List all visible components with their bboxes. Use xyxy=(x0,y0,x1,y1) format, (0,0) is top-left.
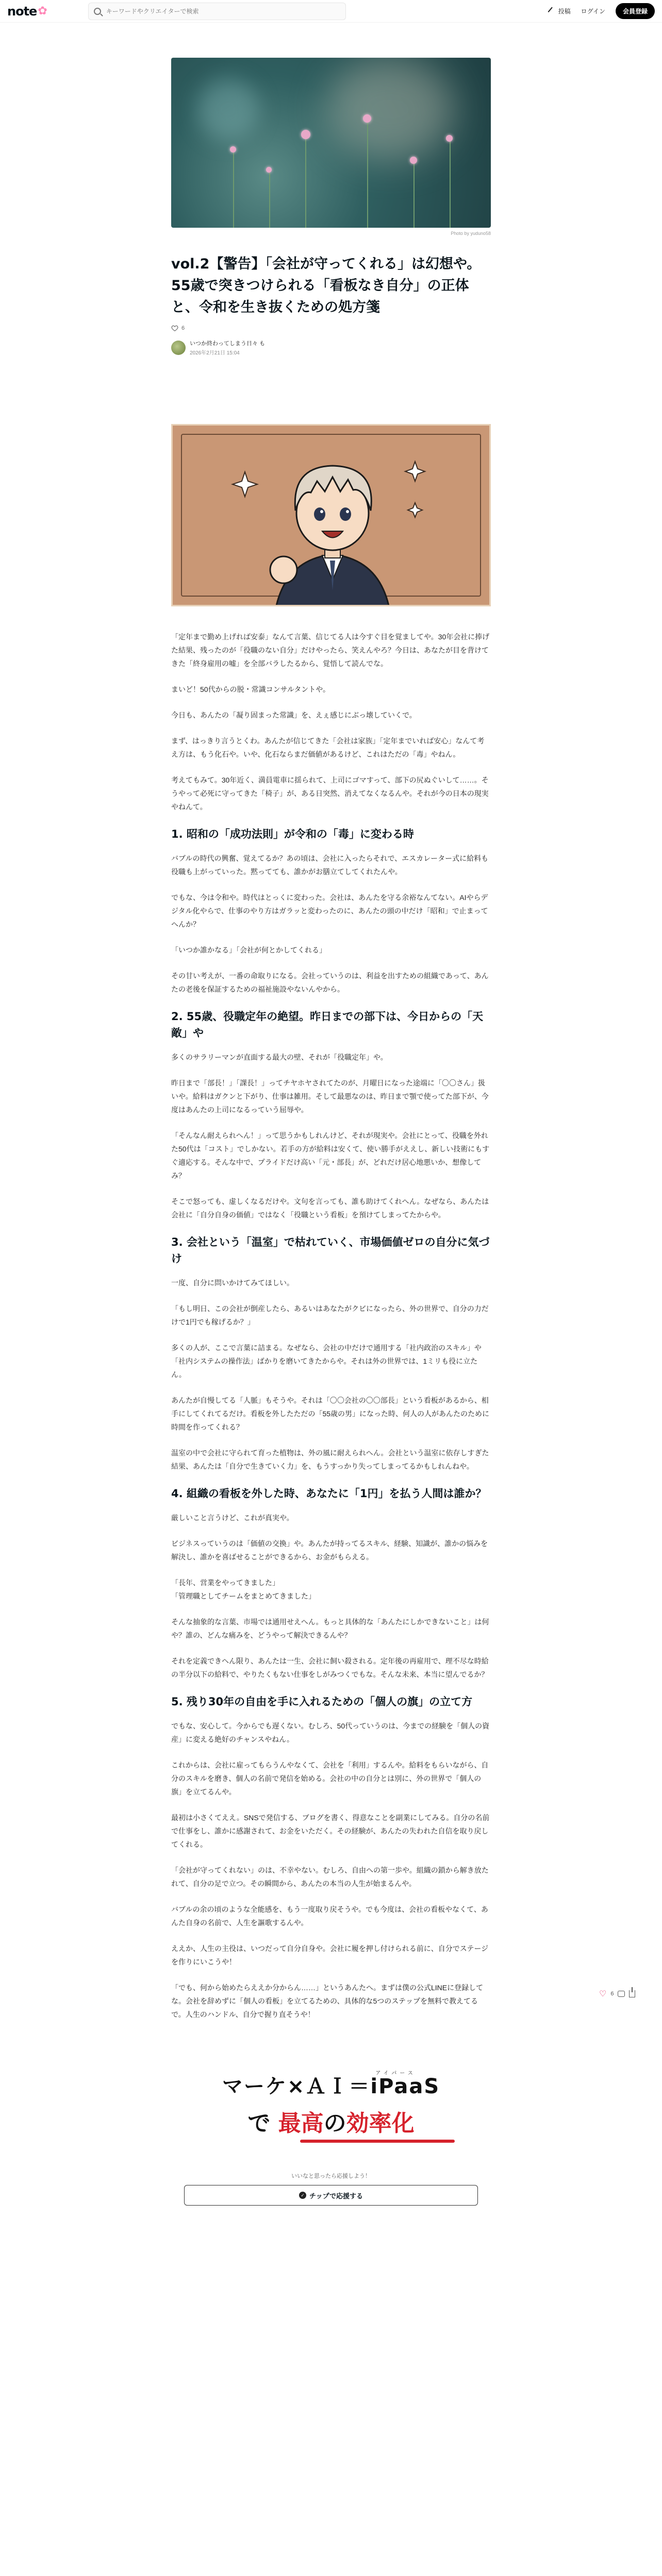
article-body xyxy=(171,630,491,2021)
signup-button[interactable]: 会員登録 xyxy=(616,3,655,19)
tip-icon: ✓ xyxy=(299,2192,306,2199)
banner-line-2 xyxy=(247,2105,414,2138)
logo-text: note xyxy=(7,4,37,19)
paragraph: 昨日まで「部長！」「課長！」ってチヤホヤされてたのが、月曜日になった途端に「〇〇さん」扱いや。給料はガクンと下がり、仕事は雑用。そして最悪なのは、昨日まで顎で使ってた部下が、今度はあんたの上司になるっていう屈辱や。 xyxy=(171,1079,489,1114)
paragraph: でもな、今は令和や。時代はとっくに変わった。会社は、あんたを守る余裕なんてない。AIやらデジタル化やらで、仕事のやり方はガラッと変わったのに、あんたの頭の中だけ「昭和」で止まってへんか？ xyxy=(171,893,488,928)
article-title: vol.2【警告】「会社が守ってくれる」は幻想や。55歳で突きつけられる「看板なき自分」の正体と、令和を生き抜くための処方箋 xyxy=(171,256,481,315)
side-like-count: 6 xyxy=(610,1991,614,1997)
paragraph: 「いつか誰かなる」「会社が何とかしてくれる」 xyxy=(171,946,326,954)
banner-highlight: 効率化 xyxy=(346,2110,415,2137)
section-heading-2: 2. 55歳、役職定年の絶望。昨日までの部下は、今日からの「天敵」や xyxy=(171,1010,484,1039)
paragraph: 「でも、何から始めたらええか分からん……」というあんたへ。まずは僕の公式LINEに登録してな。会社を辞めずに「個人の看板」を立てるための、具体的な5つのステップを無料で教えてるで。人生のハンドル、自分で握り直そうや！ xyxy=(171,1984,484,2019)
section-heading-1: 1. 昭和の「成功法則」が令和の「毒」に変わる時 xyxy=(171,828,414,840)
paragraph: 「もし明日、この会社が倒産したら、あるいはあなたがクビになったら、外の世界で、自分の力だけで1円でも稼げるか？」 xyxy=(171,1304,489,1326)
paragraph: 多くのサラリーマンが直面する最大の壁、それが「役職定年」や。 xyxy=(171,1053,388,1061)
banner-ipaas-text: iPaaS xyxy=(370,2074,440,2098)
paragraph: でもな、安心して。今からでも遅くない。むしろ、50代っていうのは、今までの経験を「個人の資産」に変える絶好のチャンスやねん。 xyxy=(171,1722,490,1743)
manga-illustration xyxy=(171,424,491,606)
paragraph: 「会社が守ってくれない」のは、不幸やない。むしろ、自由への第一歩や。組織の鎖から解き放たれて、自分の足で立つ。その瞬間から、あんたの本当の人生が始まるんや。 xyxy=(171,1866,489,1888)
ad-banner[interactable] xyxy=(171,2047,491,2165)
paragraph: まいど！50代からの脱・常識コンサルタントや。 xyxy=(171,685,330,693)
author-info[interactable] xyxy=(171,339,491,356)
support-section xyxy=(171,2172,491,2206)
banner-underline xyxy=(300,2140,455,2143)
paragraph: それを定義できへん限り、あんたは一生、会社に飼い殺される。定年後の再雇用で、理不尽な時給の半分以下の給料で、やりたくもない仕事をしがみつくでもな。そんな未来、本当に望んでるか？ xyxy=(171,1657,489,1679)
search-icon xyxy=(94,8,101,15)
author-name[interactable]: いつか終わってしまう日々 も xyxy=(190,341,265,347)
banner-ruby: アイパース xyxy=(375,2070,416,2076)
section-heading-3: 3. 会社という「温室」で枯れていく、市場価値ゼロの自分に気づけ xyxy=(171,1236,490,1265)
paragraph: その甘い考えが、一番の命取りになる。会社っていうのは、利益を出すための組織であって、あんたの老後を保証するための福祉施設やないんやから。 xyxy=(171,972,489,993)
paragraph: 今日も、あんたの「凝り固まった常識」を、えぇ感じにぶっ壊していくで。 xyxy=(171,711,417,719)
paragraph: 「管理職としてチームをまとめてきました」 xyxy=(171,1592,316,1600)
cover-credit: Photo by yuduno58 xyxy=(451,231,491,236)
share-icon[interactable] xyxy=(629,1990,635,1997)
like-row[interactable] xyxy=(171,325,491,332)
avatar[interactable] xyxy=(171,341,186,355)
banner-line-1 xyxy=(222,2070,440,2099)
paragraph: そこで怒っても、虚しくなるだけや。文句を言っても、誰も助けてくれへん。なぜなら、あんたは会社に「自分自身の価値」ではなく「役職という看板」を預けてしまってたからや。 xyxy=(171,1197,489,1219)
banner-text: で xyxy=(247,2110,271,2137)
paragraph: 温室の中で会社に守られて育った植物は、外の風に耐えられへん。会社という温室に依存しすぎた結果、あんたは「自分で生きていく力」を、もうすっかり失ってしまってるかもしれんねや。 xyxy=(171,1449,489,1470)
note-logo[interactable] xyxy=(7,4,47,19)
paragraph: あんたが自慢してる「人脈」もそうや。それは「〇〇会社の〇〇部長」という看板があるから、相手にしてくれてるだけ。看板を外したただの「55歳の男」になった時、何人の人があんたのために時間を作ってくれる？ xyxy=(171,1396,490,1431)
paragraph: 最初は小さくてええ。SNSで発信する、ブログを書く、得意なことを副業にしてみる。自分の名前で仕事をし、誰かに感謝されて、お金をいただく。その経験が、あんたの失われた自信を取り戻してくれる。 xyxy=(171,1814,490,1849)
paragraph: 多くの人が、ここで言葉に詰まる。なぜなら、会社の中だけで通用する「社内政治のスキル」や「社内システムの操作法」ばかりを磨いてきたからや。それは外の世界では、1ミリも役に立たん。 xyxy=(171,1344,482,1379)
login-link[interactable]: ログイン xyxy=(581,8,605,15)
comment-icon[interactable] xyxy=(618,1991,625,1997)
post-button[interactable] xyxy=(549,7,571,15)
top-header xyxy=(0,0,662,23)
paragraph: 一度、自分に問いかけてみてほしい。 xyxy=(171,1279,294,1287)
cover-image xyxy=(171,58,491,228)
article xyxy=(171,58,491,2206)
search-bar[interactable] xyxy=(88,3,346,20)
banner-text: の xyxy=(323,2110,346,2137)
banner-text: マーケ×ＡＩ＝ xyxy=(222,2074,371,2098)
banner-ipaas xyxy=(370,2070,440,2098)
heart-icon xyxy=(171,325,178,332)
section-heading-4: 4. 組織の看板を外した時、あなたに「1円」を払う人間は誰か？ xyxy=(171,1487,487,1500)
tip-button[interactable] xyxy=(184,2185,478,2206)
paragraph: 考えてもみて。30年近く、満員電車に揺られて、上司にゴマすって、部下の尻ぬぐいして……。そうやって必死に守ってきた「椅子」が、ある日突然、消えてなくなるんや。それが今の日本の現実やねんて。 xyxy=(171,776,489,811)
paragraph: まず、はっきり言うとくわ。あんたが信じてきた「会社は家族」「定年までいれば安心」なんて考え方は、もう化石や。いや、化石ならまだ価値があるけど、これはただの「毒」やねん。 xyxy=(171,737,485,758)
flower-icon: ✿ xyxy=(38,5,47,18)
banner-highlight: 最高 xyxy=(278,2110,324,2137)
paragraph: これからは、会社に雇ってもらうんやなくて、会社を「利用」するんや。給料をもらいながら、自分のスキルを磨き、個人の名前で発信を始める。会社の中の自分とは別に、外の世界で「個人の旗」を立てるんや。 xyxy=(171,1761,489,1796)
paragraph: バブルの余の頃のような全能感を、もう一度取り戻そうや。でも今度は、会社の看板やなくて、あんた自身の名前で、人生を謳歌するんや。 xyxy=(171,1905,488,1927)
like-count: 6 xyxy=(181,325,185,331)
support-label: いいなと思ったら応援しよう！ xyxy=(291,2173,371,2179)
paragraph: そんな抽象的な言葉、市場では通用せえへん。もっと具体的な「あんたにしかできないこと」は何や？誰の、どんな痛みを、どうやって解決できるんや？ xyxy=(171,1618,489,1639)
tip-button-label: チップで応援する xyxy=(309,2192,363,2200)
paragraph: 「定年まで勤め上げれば安泰」なんて言葉、信じてる人は今すぐ目を覚ましてや。30年会社に捧げた結果、残ったのが「役職のない自分」だけやったら、笑えんやろ？今日は、あなたが目を背けてきた「終身雇用の嘘」を全部バラしたるから、覚悟して読んでな。 xyxy=(171,633,490,668)
search-input[interactable] xyxy=(106,8,340,15)
paragraph: バブルの時代の興奮、覚えてるか？あの頃は、会社に入ったらそれで、エスカレーター式に給料も役職も上がっていった。黙ってても、誰かがお膳立てしてくれたんや。 xyxy=(171,854,489,876)
paragraph: 「長年、営業をやってきました」 xyxy=(171,1579,279,1587)
header-actions xyxy=(549,3,655,19)
pencil-icon xyxy=(548,7,556,15)
post-date: 2026年2月21日 15:04 xyxy=(190,350,240,356)
floating-actions xyxy=(599,1989,635,1999)
post-label: 投稿 xyxy=(558,8,571,15)
like-heart-icon[interactable]: ♡ xyxy=(599,1990,607,1998)
paragraph: 厳しいこと言うけど、これが真実や。 xyxy=(171,1514,294,1522)
paragraph: ええか、人生の主役は、いつだって自分自身や。会社に履を押し付けられる前に、自分でステージを作りにいこうや！ xyxy=(171,1944,489,1966)
paragraph: ビジネスっていうのは「価値の交換」や。あんたが持ってるスキル、経験、知識が、誰かの悩みを解決し、誰かを喜ばせることができるから、お金がもらえる。 xyxy=(171,1539,488,1561)
paragraph: 「そんなん耐えられへん！」って思うかもしれんけど、それが現実や。会社にとって、役職を外れた50代は「コスト」でしかない。若手の方が給料は安くて、使い勝手がええし、新しい技術にもすぐ適応する。そんな中で、プライドだけ高い「元・部長」が、どれだけ居心地悪いか、想像してみ？ xyxy=(171,1131,490,1180)
section-heading-5: 5. 残り30年の自由を手に入れるための「個人の旗」の立て方 xyxy=(171,1696,473,1708)
